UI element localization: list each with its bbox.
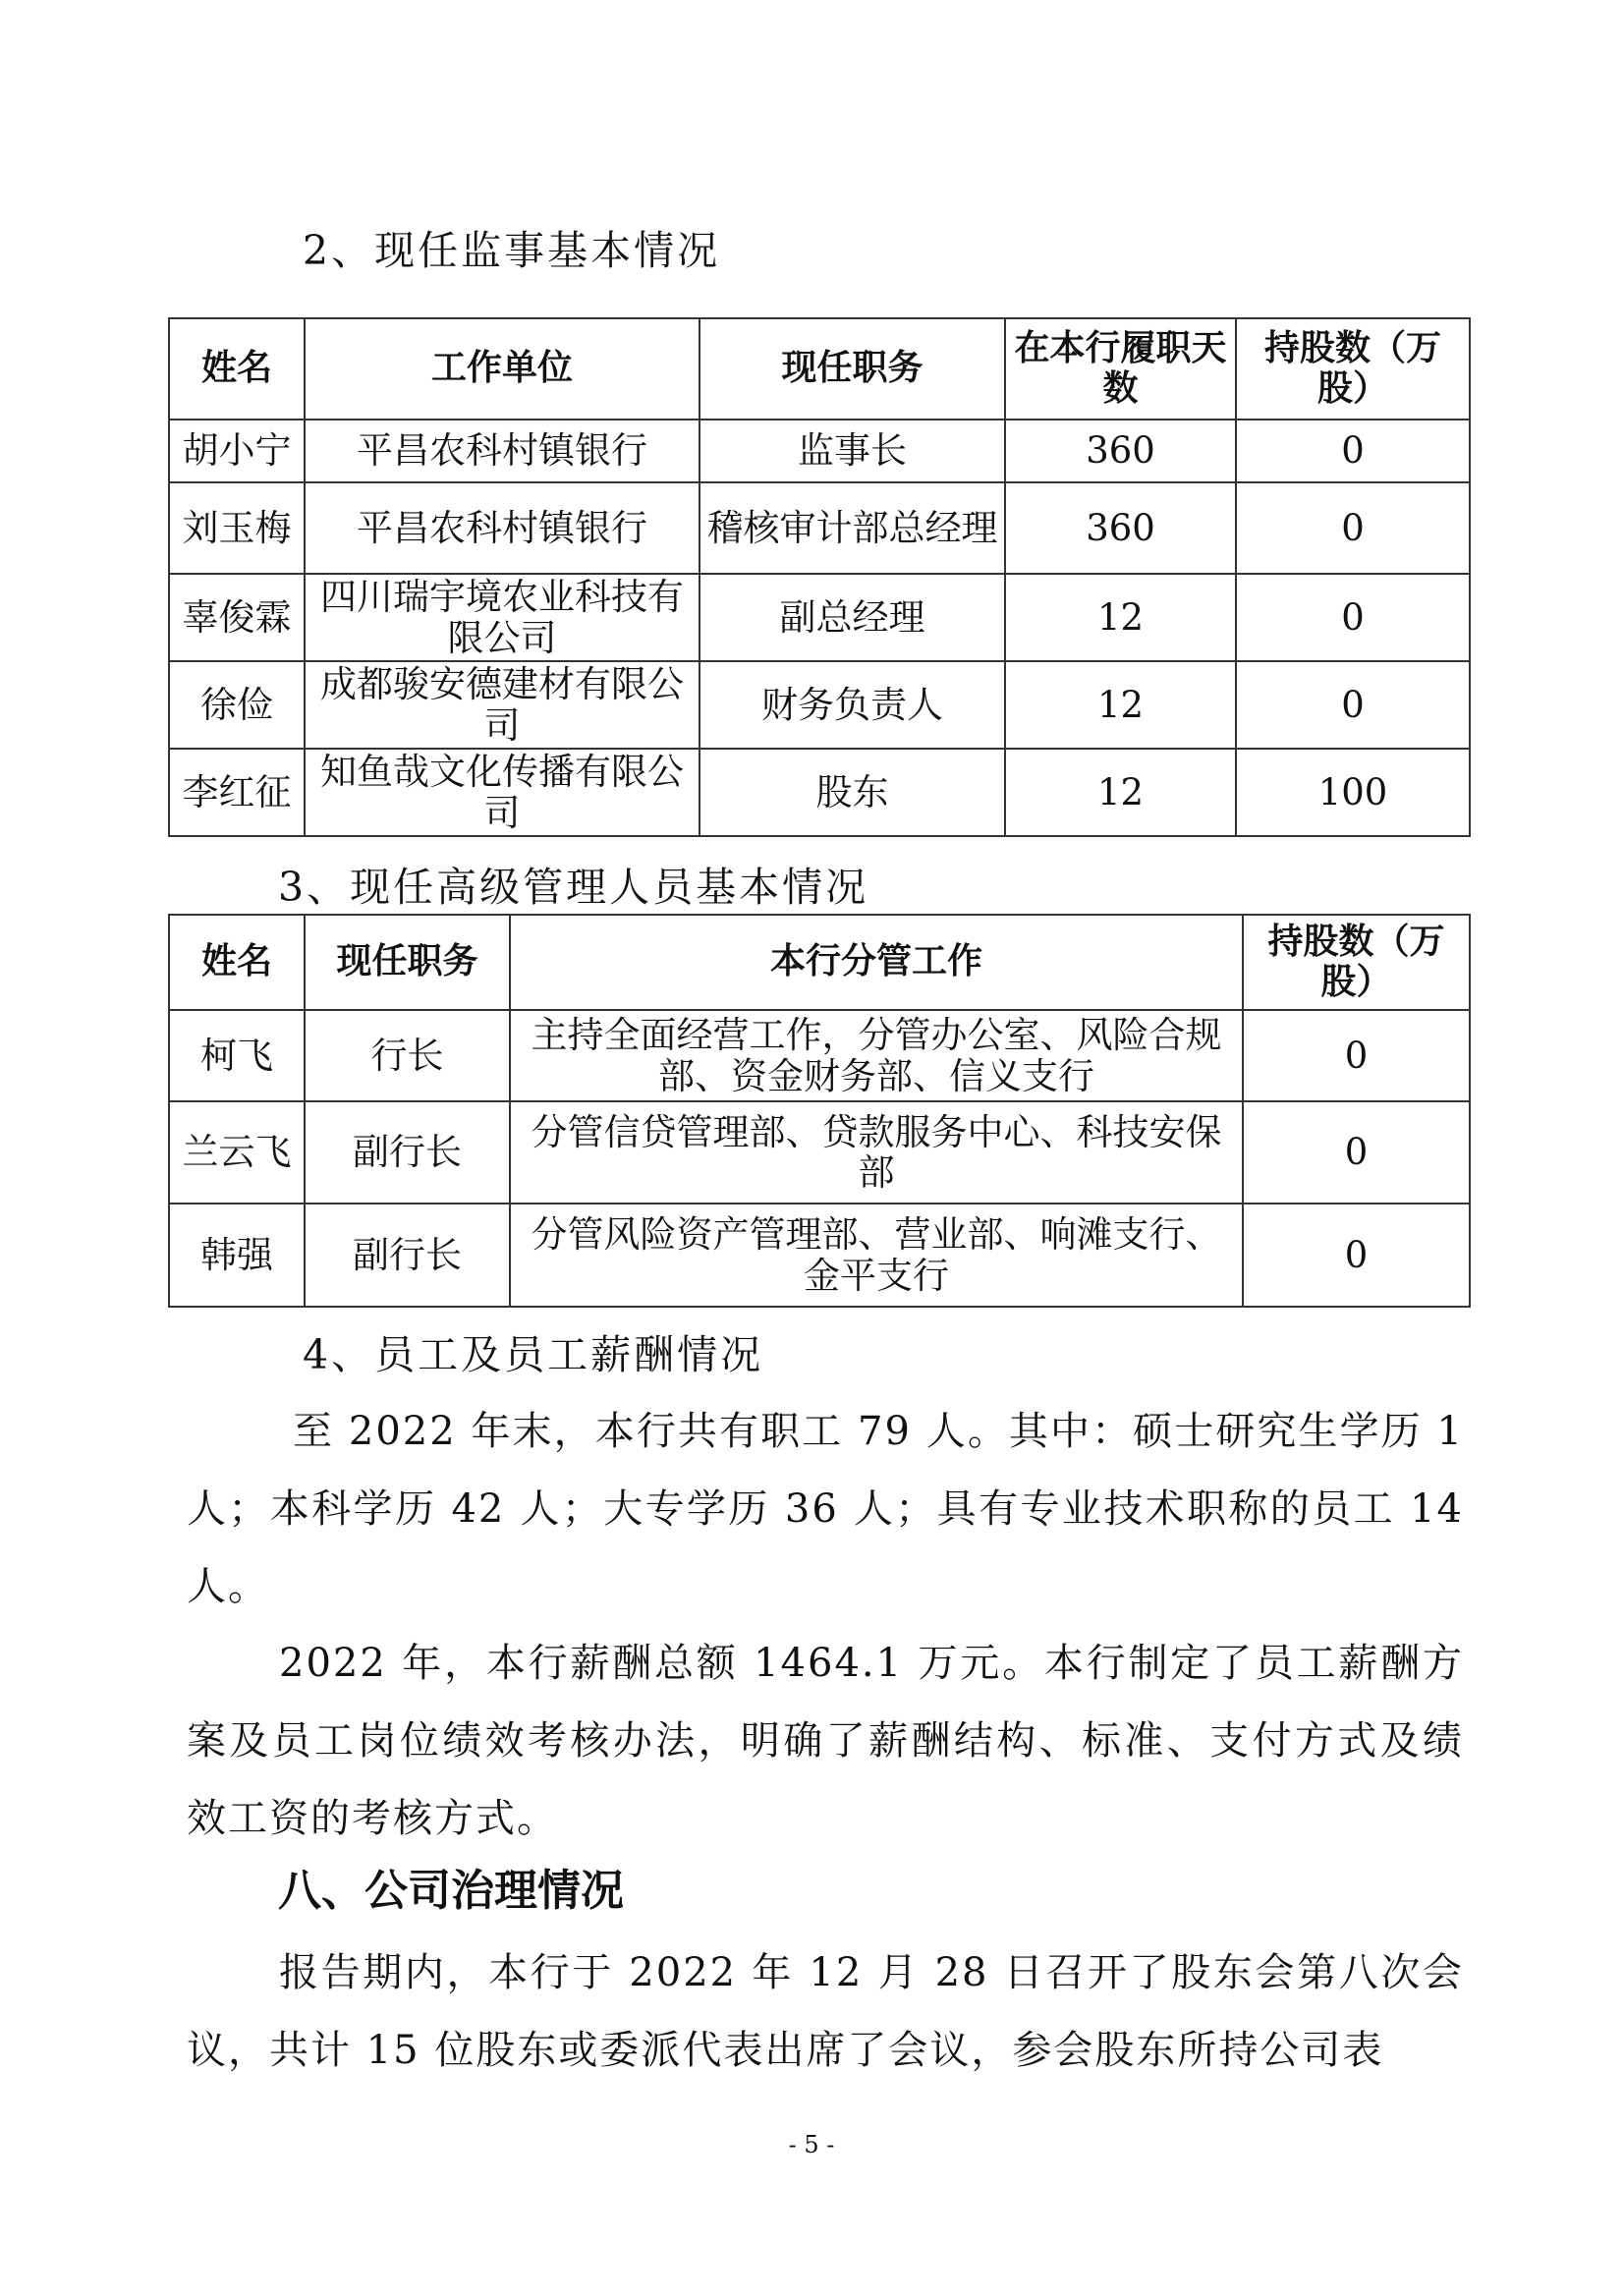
supervisor-unit: 平昌农科村镇银行: [305, 420, 700, 482]
staff-salary-paragraph: 2022 年，本行薪酬总额 1464.1 万元。本行制定了员工薪酬方案及员工岗位绩效考核办法，明确了薪酬结构、标准、支付方式及绩效工资的考核方式。: [187, 1641, 1464, 1841]
supervisors-table: [168, 317, 1471, 837]
manager-position: 副行长: [305, 1204, 510, 1307]
col-unit-header: 工作单位: [305, 318, 700, 420]
manager-shares: 0: [1243, 1101, 1470, 1204]
supervisor-shares: 0: [1236, 420, 1470, 482]
managers-heading: 3、现任高级管理人员基本情况: [278, 864, 869, 911]
table-row: [169, 1204, 1470, 1307]
governance-paragraph: 报告期内，本行于 2022 年 12 月 28 日召开了股东会第八次会议，共计 15 位股东或委派代表出席了会议，参会股东所持公司表: [187, 1950, 1464, 2073]
table-row: [169, 574, 1470, 661]
supervisor-unit: 成都骏安德建材有限公司: [305, 661, 700, 749]
managers-table: [168, 914, 1471, 1308]
supervisor-name: 刘玉梅: [169, 482, 305, 574]
table-row: [169, 420, 1470, 482]
manager-name: 兰云飞: [169, 1101, 305, 1204]
supervisor-unit: 四川瑞宇境农业科技有限公司: [305, 574, 700, 661]
managers-header-row: [169, 915, 1470, 1010]
manager-name: 柯飞: [169, 1010, 305, 1101]
col-duties-header: 本行分管工作: [510, 915, 1243, 1010]
manager-shares: 0: [1243, 1204, 1470, 1307]
supervisor-unit: 知鱼哉文化传播有限公司: [305, 749, 700, 836]
col-name-header: 姓名: [169, 915, 305, 1010]
supervisor-shares: 100: [1236, 749, 1470, 836]
staff-headcount-paragraph: 至 2022 年末，本行共有职工 79 人。其中：硕士研究生学历 1 人；本科学历 42 人；大专学历 36 人；具有专业技术职称的员工 14 人。: [187, 1409, 1464, 1609]
manager-duties: 主持全面经营工作，分管办公室、风险合规部、资金财务部、信义支行: [510, 1010, 1243, 1101]
supervisor-name: 辜俊霖: [169, 574, 305, 661]
supervisor-shares: 0: [1236, 661, 1470, 749]
supervisor-shares: 0: [1236, 482, 1470, 574]
table-row: [169, 1101, 1470, 1204]
col-shares-header: 持股数（万股）: [1243, 915, 1470, 1010]
col-days-header: 在本行履职天数: [1005, 318, 1236, 420]
page-number: - 5 -: [788, 2131, 835, 2158]
supervisor-unit: 平昌农科村镇银行: [305, 482, 700, 574]
manager-duties: 分管信贷管理部、贷款服务中心、科技安保部: [510, 1101, 1243, 1204]
supervisor-days: 360: [1005, 420, 1236, 482]
table-row: [169, 1010, 1470, 1101]
supervisor-days: 12: [1005, 574, 1236, 661]
table-row: [169, 482, 1470, 574]
manager-position: 行长: [305, 1010, 510, 1101]
supervisor-name: 徐俭: [169, 661, 305, 749]
supervisor-position: 稽核审计部总经理: [700, 482, 1005, 574]
col-position-header: 现任职务: [700, 318, 1005, 420]
supervisors-header-row: [169, 318, 1470, 420]
supervisor-name: 李红征: [169, 749, 305, 836]
table-row: [169, 749, 1470, 836]
supervisor-days: 12: [1005, 749, 1236, 836]
col-name-header: 姓名: [169, 318, 305, 420]
supervisor-shares: 0: [1236, 574, 1470, 661]
staff-heading: 4、员工及员工薪酬情况: [303, 1331, 764, 1378]
supervisor-name: 胡小宁: [169, 420, 305, 482]
supervisor-position: 监事长: [700, 420, 1005, 482]
manager-position: 副行长: [305, 1101, 510, 1204]
supervisor-position: 财务负责人: [700, 661, 1005, 749]
supervisor-position: 副总经理: [700, 574, 1005, 661]
col-shares-header: 持股数（万股）: [1236, 318, 1470, 420]
table-row: [169, 661, 1470, 749]
manager-name: 韩强: [169, 1204, 305, 1307]
supervisor-days: 12: [1005, 661, 1236, 749]
supervisor-days: 360: [1005, 482, 1236, 574]
manager-shares: 0: [1243, 1010, 1470, 1101]
governance-heading: 八、公司治理情况: [278, 1866, 624, 1916]
supervisors-heading: 2、现任监事基本情况: [303, 227, 721, 274]
col-position-header: 现任职务: [305, 915, 510, 1010]
manager-duties: 分管风险资产管理部、营业部、响滩支行、金平支行: [510, 1204, 1243, 1307]
supervisor-position: 股东: [700, 749, 1005, 836]
